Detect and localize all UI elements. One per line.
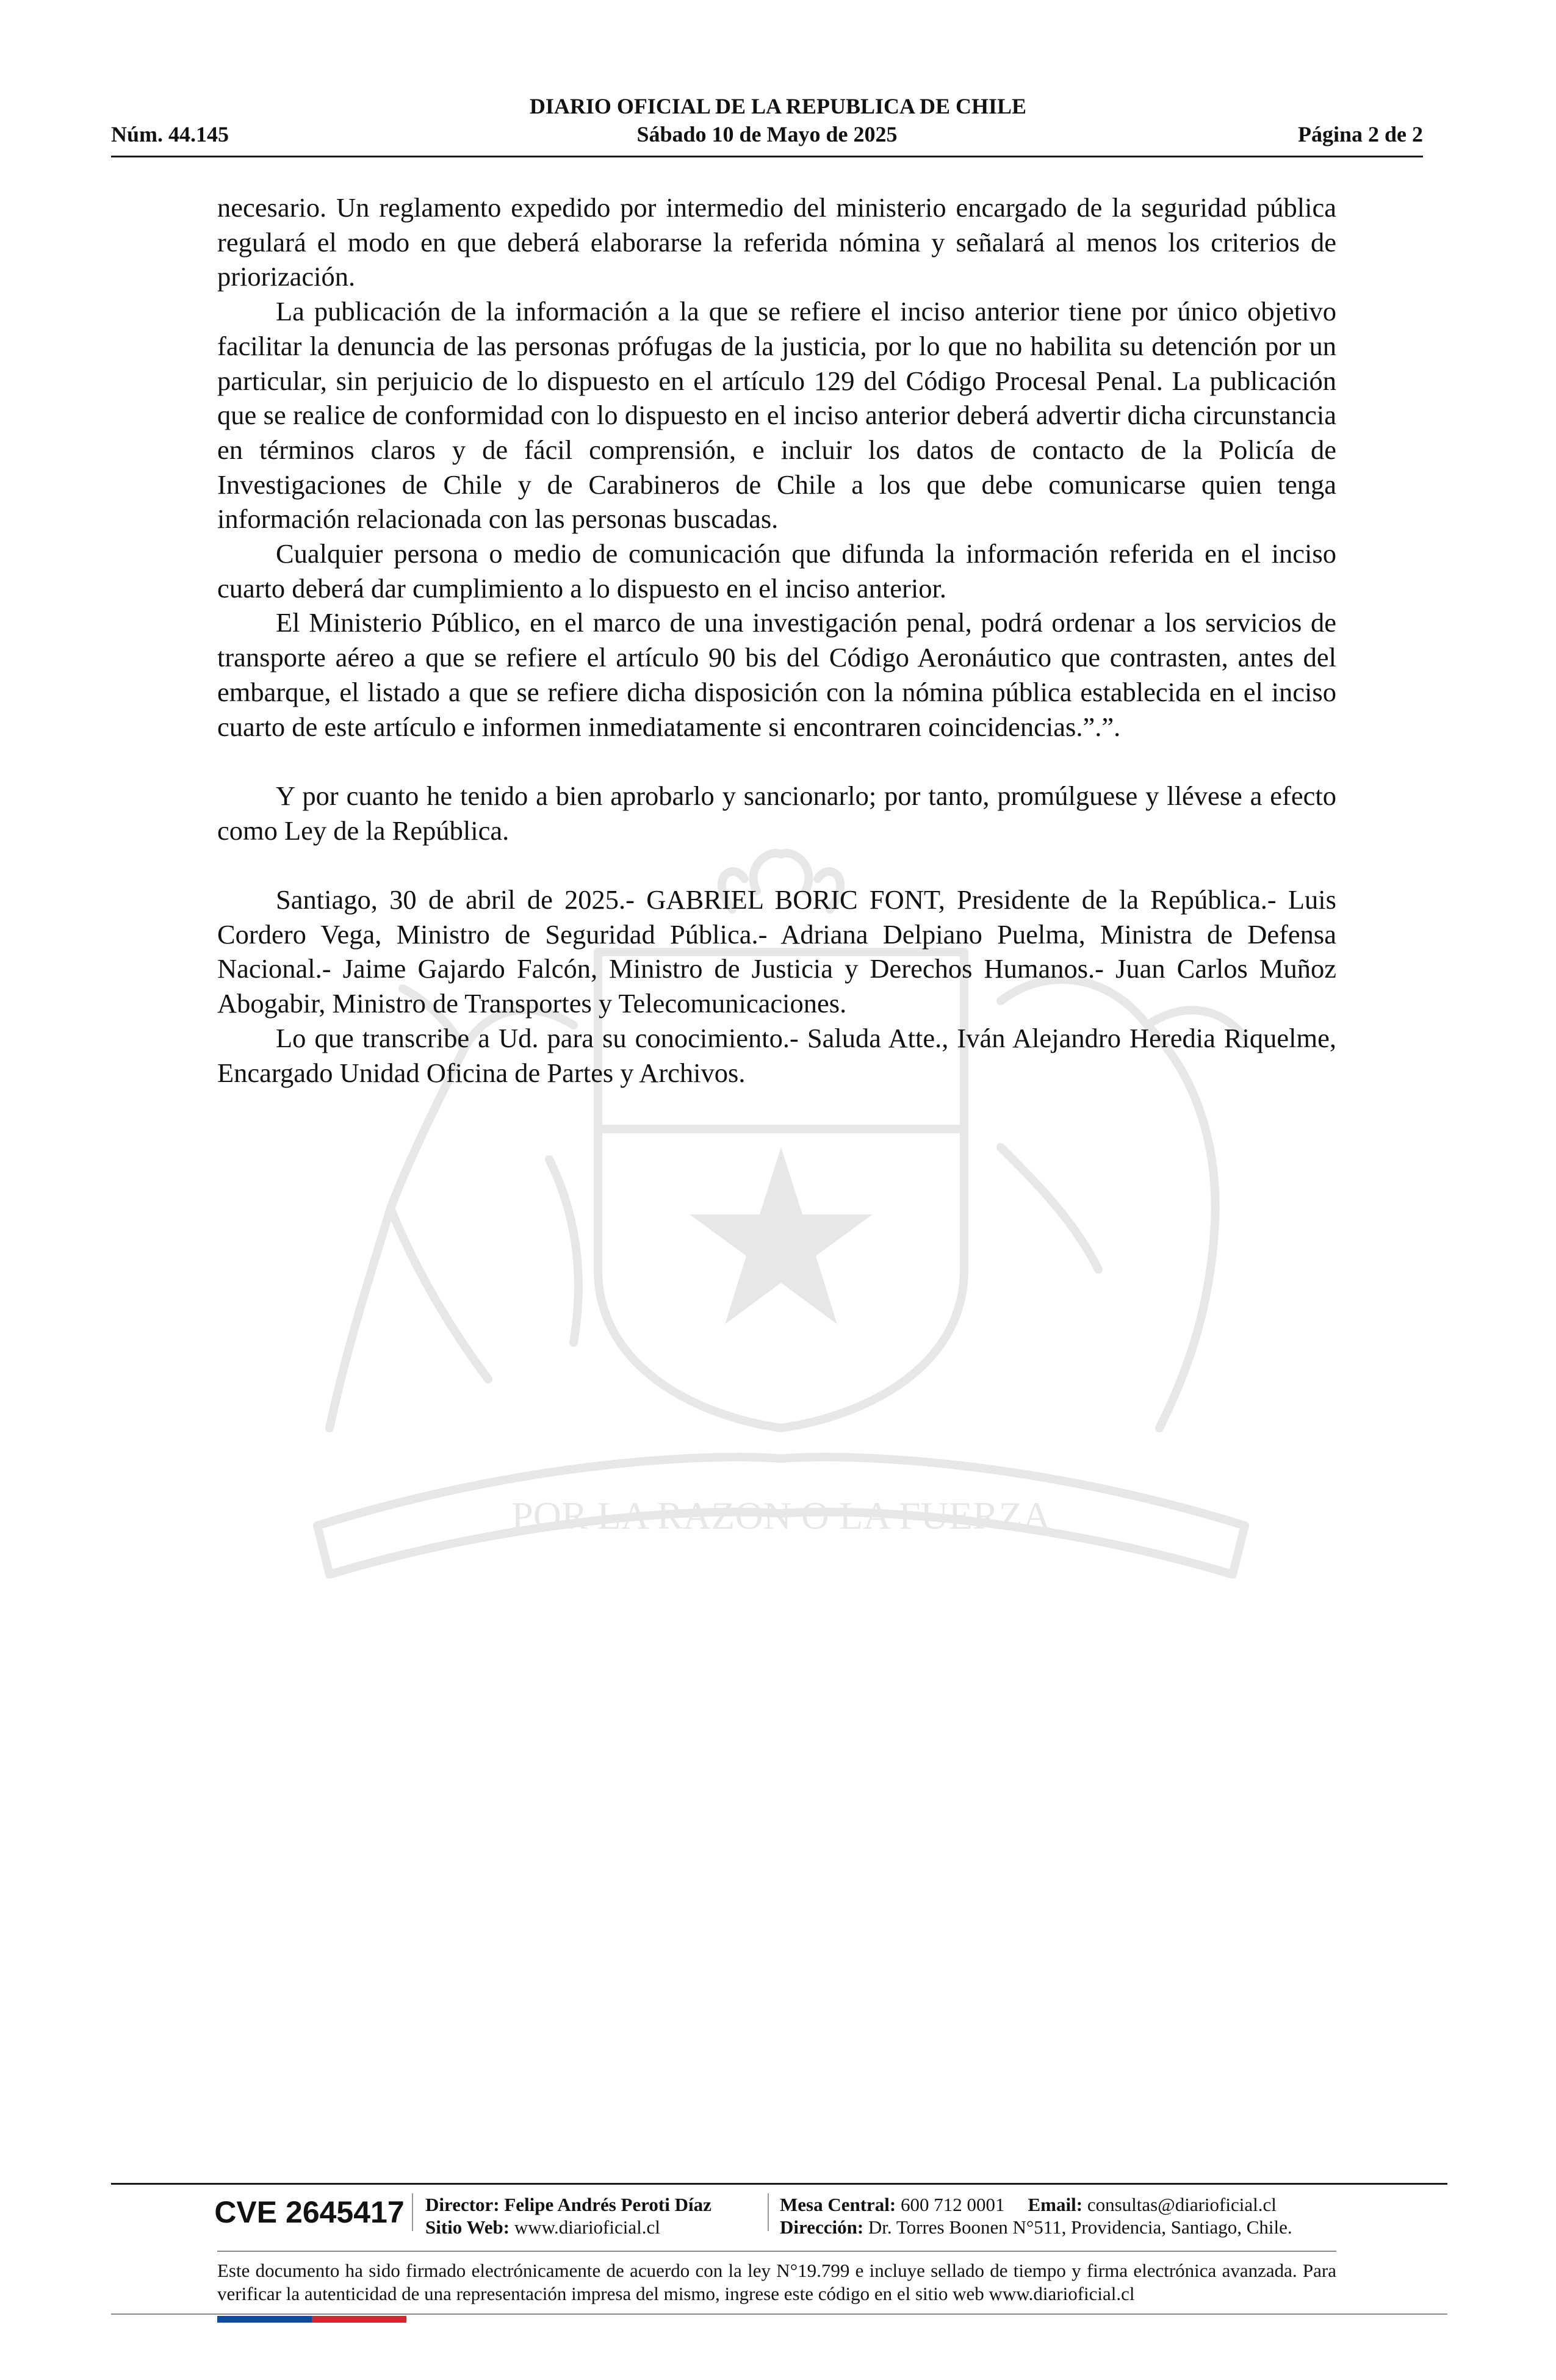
flag-stripe-red <box>312 2316 406 2323</box>
footer-director-block <box>425 2193 711 2238</box>
issue-date: Sábado 10 de Mayo de 2025 <box>636 122 898 146</box>
phone-number: 600 712 0001 <box>901 2194 1005 2215</box>
footer-divider-bottom <box>111 2313 1447 2315</box>
website-link[interactable]: www.diarioficial.cl <box>514 2216 660 2238</box>
email-link[interactable]: consultas@diarioficial.cl <box>1087 2194 1277 2215</box>
publication-title: DIARIO OFICIAL DE LA REPUBLICA DE CHILE <box>529 94 1027 118</box>
address-label: Dirección: <box>780 2216 864 2238</box>
body-paragraph-3: Cualquier persona o medio de comunicación que difunda la información referida en el inciso cuarto deberá dar cumplimiento a lo dispuesto en el inciso anterior. <box>217 538 1336 604</box>
footer-separator <box>412 2193 413 2231</box>
footer-divider-middle <box>217 2251 1336 2252</box>
cve-code: CVE 2645417 <box>214 2195 405 2229</box>
legal-notice: Este documento ha sido firmado electrónicamente de acuerdo con la ley N°19.799 e incluye sellado de tiempo y firma electrónica avanzada. Para verificar la autenticidad de una representación impresa del mismo, ingrese este código en el sitio web www.diarioficial.cl <box>217 2260 1336 2304</box>
article-body <box>217 190 1336 1090</box>
body-paragraph-2: La publicación de la información a la que se refiere el inciso anterior tiene por único objetivo facilitar la denuncia de las personas prófugas de la justicia, por lo que no habilita su detención por un particular, sin perjuicio de lo dispuesto en el artículo 129 del Código Procesal Penal. La publicación que se realice de conformidad con lo dispuesto en el inciso anterior deberá advertir dicha circunstancia en términos claros y de fácil comprensión, e incluir los datos de contacto de la Policía de Investigaciones de Chile y de Carabineros de Chile a los que debe comunicarse quien tenga información relacionada con las personas buscadas. <box>217 296 1336 535</box>
phone-label: Mesa Central: <box>780 2194 896 2215</box>
director-name: Felipe Andrés Peroti Díaz <box>504 2194 711 2215</box>
website-label: Sitio Web: <box>425 2216 510 2238</box>
footer-separator <box>768 2193 769 2231</box>
page-number: Página 2 de 2 <box>1297 122 1423 146</box>
body-paragraph-4: El Ministerio Público, en el marco de una investigación penal, podrá ordenar a los servicios de transporte aéreo a que se refiere el artículo 90 bis del Código Aeronáutico que contrasten, antes del embarque, el listado a que se refiere dicha disposición con la nómina pública establecida en el inciso cuarto de este artículo e informen inmediatamente si encontraren coincidencias.”.”. <box>217 607 1336 742</box>
flag-stripe-blue <box>217 2316 312 2323</box>
signatures-paragraph: Santiago, 30 de abril de 2025.- GABRIEL BORIC FONT, Presidente de la República.- Luis Cordero Vega, Ministro de Seguridad Pública.- Adriana Delpiano Puelma, Ministra de Defensa Nacional.- Jaime Gajardo Falcón, Ministro de Justicia y Derechos Humanos.- Juan Carlos Muñoz Abogabir, Ministro de Transportes y Telecomunicaciones. <box>217 884 1336 1019</box>
director-label: Director: <box>425 2194 500 2215</box>
promulgation-paragraph: Y por cuanto he tenido a bien aprobarlo y sancionarlo; por tanto, promúlguese y llévese a efecto como Ley de la República. <box>217 780 1336 846</box>
footer-divider-top <box>111 2183 1447 2185</box>
address-text: Dr. Torres Boonen N°511, Providencia, Santiago, Chile. <box>868 2216 1292 2238</box>
watermark-motto: POR LA RAZON O LA FUERZA <box>511 1494 1051 1537</box>
body-paragraph-1: necesario. Un reglamento expedido por intermedio del ministerio encargado de la seguridad pública regulará el modo en que deberá elaborarse la referida nómina y señalará al menos los criterios de priorización. <box>217 192 1336 292</box>
footer-contact-block <box>780 2193 1292 2238</box>
issue-number: Núm. 44.145 <box>111 122 229 146</box>
transcription-paragraph: Lo que transcribe a Ud. para su conocimiento.- Saluda Atte., Iván Alejandro Heredia Riquelme, Encargado Unidad Oficina de Partes y Archivos. <box>217 1022 1336 1088</box>
header-row <box>111 121 1423 150</box>
header-divider <box>111 156 1423 157</box>
email-label: Email: <box>1028 2194 1083 2215</box>
